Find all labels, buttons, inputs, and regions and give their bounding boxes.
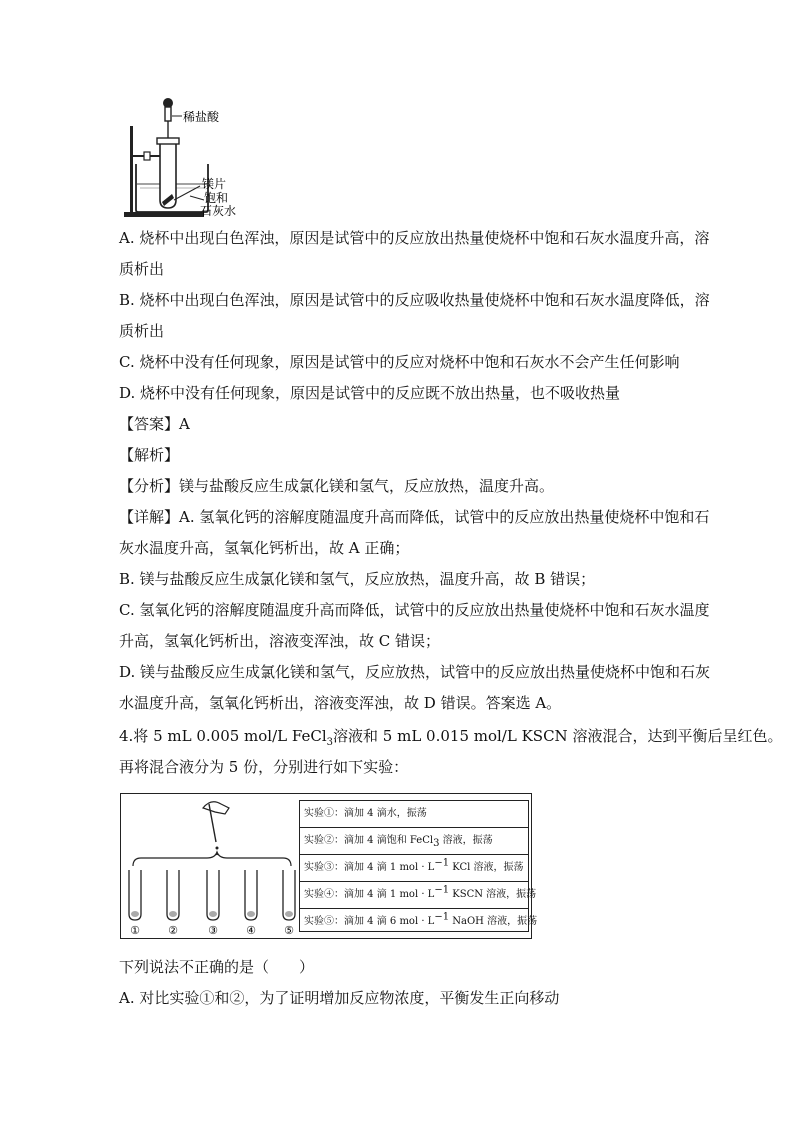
apparatus-figure <box>120 96 260 220</box>
bracket <box>133 852 291 866</box>
label-saturated: 饱和 <box>204 191 229 205</box>
dropper <box>165 107 171 121</box>
tube-1 <box>129 870 141 920</box>
label-limewater: 石灰水 <box>200 204 237 218</box>
hand-icon <box>203 802 229 814</box>
detail-d-line2: 水温度升高，氢氧化钙析出，溶液变浑浊，故 D 错误。答案选 A。 <box>119 694 562 712</box>
analysis-summary: 【分析】镁与盐酸反应生成氯化镁和氢气，反应放热，温度升高。 <box>119 477 555 495</box>
option-a-line2: 质析出 <box>119 260 165 278</box>
stand-rod <box>130 126 133 213</box>
question-4-line2: 再将混合液分为 5 份，分别进行如下实验： <box>119 758 409 776</box>
experiment-row-2: 实验②：滴加 4 滴饱和 FeCl$_3$ 溶液，振荡 <box>300 828 528 855</box>
experiment-table <box>299 800 538 932</box>
tube-3 <box>207 870 219 920</box>
tube-label-3: ③ <box>208 924 218 937</box>
tube-label-2: ② <box>168 924 178 937</box>
analysis-heading: 【解析】 <box>119 446 180 464</box>
question-4-line1: 4.将 5 mL 0.005 mol/L FeCl$_3$溶液和 5 mL 0.015 mol/L KSCN 溶液混合，达到平衡后呈红色。 <box>119 727 783 748</box>
question-option-a: A. 对比实验①和②，为了证明增加反应物浓度，平衡发生正向移动 <box>119 989 560 1007</box>
detail-d-line1: D. 镁与盐酸反应生成氯化镁和氢气，反应放热，试管中的反应放出热量使烧杯中饱和石灰 <box>119 663 711 681</box>
tube-label-5: ⑤ <box>284 924 294 937</box>
tube-label-4: ④ <box>246 924 256 937</box>
question-prompt: 下列说法不正确的是（ ） <box>119 958 315 976</box>
detail-b: B. 镁与盐酸反应生成氯化镁和氢气，反应放热，温度升高，故 B 错误； <box>119 570 596 588</box>
detail-a-line2: 灰水温度升高，氢氧化钙析出，故 A 正确； <box>119 539 410 557</box>
label-hydrochloric-acid: 稀盐酸 <box>183 110 220 124</box>
test-tubes-drawing <box>121 794 297 938</box>
experiment-row-4: 实验④：滴加 4 滴 1 mol · $L^{-1}$ KSCN 溶液，振荡 <box>300 882 528 909</box>
tube-label-1: ① <box>130 924 140 937</box>
option-a-line1: A. 烧杯中出现白色浑浊，原因是试管中的反应放出热量使烧杯中饱和石灰水温度升高，溶 <box>119 229 710 247</box>
option-d: D. 烧杯中没有任何现象，原因是试管中的反应既不放出热量，也不吸收热量 <box>119 384 621 402</box>
experiment-row-5: 实验⑤：滴加 4 滴 6 mol · $L^{-1}$ NaOH 溶液，振荡 <box>304 911 538 927</box>
option-b-line1: B. 烧杯中出现白色浑浊，原因是试管中的反应吸收热量使烧杯中饱和石灰水温度降低，溶 <box>119 291 710 309</box>
experiment-figure <box>120 793 538 939</box>
option-c: C. 烧杯中没有任何现象，原因是试管中的反应对烧杯中饱和石灰水不会产生任何影响 <box>119 353 680 371</box>
detail-c-line1: C. 氢氧化钙的溶解度随温度升高而降低，试管中的反应放出热量使烧杯中饱和石灰水温度 <box>119 601 710 619</box>
detail-a-line1: 【详解】A. 氢氧化钙的溶解度随温度升高而降低，试管中的反应放出热量使烧杯中饱和石 <box>119 508 710 526</box>
option-b-line2: 质析出 <box>119 322 165 340</box>
experiment-row-1: 实验①：滴加 4 滴水，振荡 <box>300 801 528 828</box>
answer: 【答案】A <box>119 415 190 433</box>
tube-5 <box>283 870 295 920</box>
tube-4 <box>245 870 257 920</box>
tube-2 <box>167 870 179 920</box>
detail-c-line2: 升高，氢氧化钙析出，溶液变浑浊，故 C 错误； <box>119 632 441 650</box>
experiment-row-3: 实验③：滴加 4 滴 1 mol · $L^{-1}$ KCl 溶液，振荡 <box>300 855 528 882</box>
label-magnesium: 镁片 <box>202 177 227 191</box>
